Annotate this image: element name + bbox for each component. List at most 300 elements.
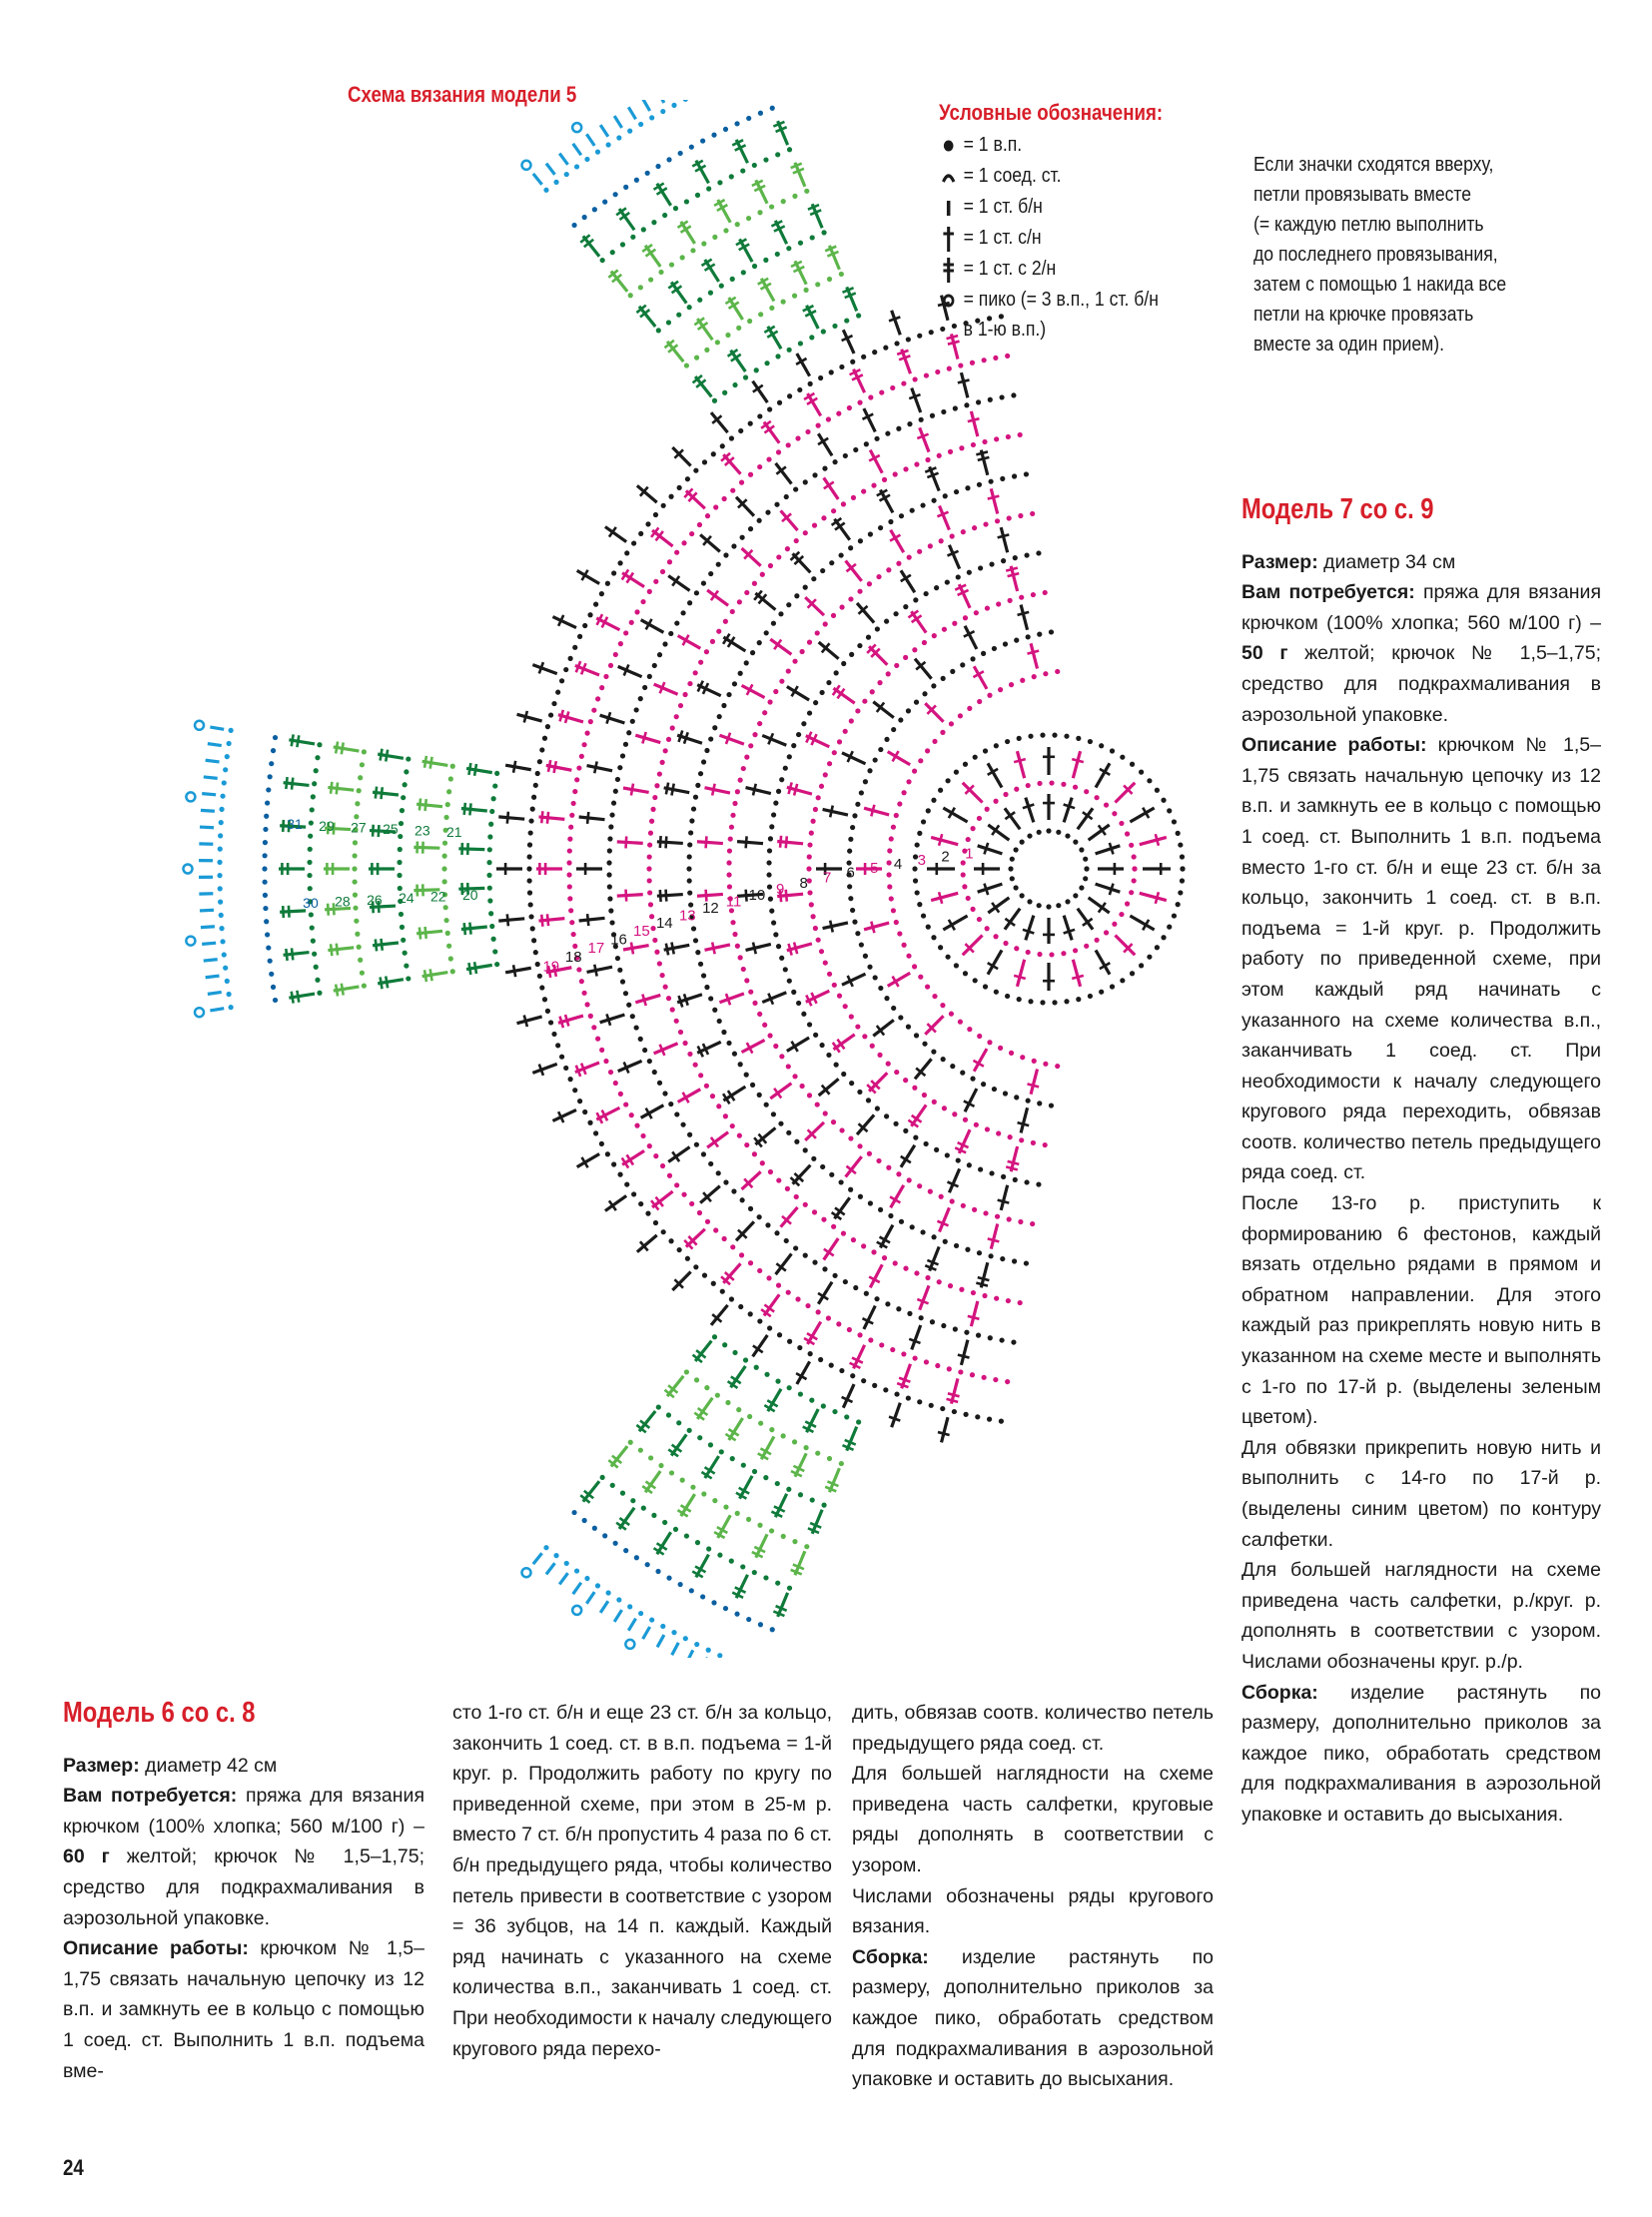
chain-dot xyxy=(816,938,821,943)
chain-dot xyxy=(935,1363,940,1368)
stitch-mark xyxy=(382,939,383,951)
chain-dot xyxy=(638,1201,643,1206)
chain-dot xyxy=(889,896,894,901)
chain-dot xyxy=(650,926,655,931)
chain-dot xyxy=(779,777,784,782)
chain-dot xyxy=(925,1275,930,1280)
chain-dot xyxy=(1007,515,1012,520)
chain-dot xyxy=(593,602,598,607)
chain-dot xyxy=(849,718,854,723)
chain-dot xyxy=(1024,552,1029,557)
chain-dot xyxy=(656,1404,661,1409)
stitch-mark xyxy=(533,174,542,185)
chain-dot xyxy=(786,1487,791,1492)
chain-dot xyxy=(803,1147,808,1152)
chain-dot xyxy=(752,1001,757,1006)
chain-dot xyxy=(492,783,497,788)
stitch-mark xyxy=(684,732,688,743)
chain-dot xyxy=(978,565,983,570)
stitch-mark xyxy=(1140,837,1167,844)
stitch-mark xyxy=(201,927,215,928)
chain-dot xyxy=(925,984,930,989)
stitch-mark xyxy=(474,962,476,974)
chain-dot xyxy=(874,1296,879,1301)
chain-dot xyxy=(678,1030,683,1035)
chain-dot xyxy=(645,1211,650,1216)
chain-dot xyxy=(712,1498,717,1503)
stitch-mark xyxy=(947,1399,959,1402)
stitch-mark xyxy=(1008,1161,1020,1164)
stitch-mark xyxy=(337,944,338,956)
stitch-mark xyxy=(968,1316,980,1319)
chain-dot xyxy=(406,756,411,761)
chain-dot xyxy=(567,837,572,842)
chain-dot xyxy=(579,979,584,984)
stitch-mark xyxy=(606,712,610,723)
chain-dot xyxy=(678,703,683,708)
chain-dot xyxy=(630,1014,635,1019)
row-number-label: 8 xyxy=(799,875,808,893)
chain-dot xyxy=(723,1504,728,1509)
chain-dot xyxy=(1129,843,1134,848)
chain-dot xyxy=(932,633,937,638)
chain-dot xyxy=(912,964,917,969)
chain-dot xyxy=(713,1227,718,1232)
chain-dot xyxy=(729,1559,734,1564)
chain-dot xyxy=(487,898,492,903)
chain-dot xyxy=(801,721,806,726)
chain-dot xyxy=(934,585,939,590)
chain-dot xyxy=(811,576,816,581)
chain-dot xyxy=(315,978,320,983)
chain-dot xyxy=(731,543,736,548)
chain-dot xyxy=(791,743,796,748)
chain-dot xyxy=(732,1350,737,1355)
chain-dot xyxy=(606,142,611,147)
chain-dot xyxy=(744,590,749,595)
chain-dot xyxy=(739,480,744,485)
chain-dot xyxy=(710,639,715,644)
chain-dot xyxy=(954,1243,959,1248)
chain-dot xyxy=(701,1491,706,1496)
chain-dot xyxy=(917,1183,922,1188)
chain-dot xyxy=(915,842,920,847)
chain-dot xyxy=(839,365,844,370)
chain-dot xyxy=(225,754,230,759)
stitch-mark xyxy=(204,777,218,778)
chain-dot xyxy=(559,1055,564,1060)
chain-dot xyxy=(528,914,533,919)
chain-dot xyxy=(758,1421,763,1426)
chain-dot xyxy=(798,341,803,346)
chain-dot xyxy=(652,938,657,943)
chain-dot xyxy=(723,127,728,132)
stitch-mark xyxy=(943,916,967,930)
chain-dot xyxy=(887,848,892,853)
chain-dot xyxy=(841,1231,846,1236)
chain-dot xyxy=(539,985,544,990)
chain-dot xyxy=(769,1528,774,1533)
chain-dot xyxy=(219,820,224,825)
chain-dot xyxy=(1083,857,1088,862)
chain-dot xyxy=(653,1220,658,1225)
chain-dot xyxy=(823,1110,828,1115)
chain-dot xyxy=(1065,899,1070,904)
chain-dot xyxy=(941,1323,946,1328)
chain-dot xyxy=(528,902,533,907)
chain-dot xyxy=(775,1581,780,1586)
chain-dot xyxy=(977,1034,982,1039)
chain-dot xyxy=(894,341,899,346)
chain-dot xyxy=(770,1627,775,1632)
chain-dot xyxy=(695,193,700,198)
stitch-mark xyxy=(1018,612,1030,615)
stitch-mark xyxy=(292,734,294,746)
stitch-mark xyxy=(587,812,588,824)
stitch-mark xyxy=(210,1009,224,1011)
chain-dot xyxy=(626,730,631,735)
chain-dot xyxy=(605,1151,610,1156)
chain-dot xyxy=(982,1293,987,1298)
chain-dot xyxy=(891,825,896,830)
chain-dot xyxy=(1028,734,1033,739)
chain-dot xyxy=(592,1526,597,1531)
chain-dot xyxy=(551,701,556,706)
chain-dot xyxy=(1001,558,1006,563)
chain-dot xyxy=(631,540,636,545)
chain-dot xyxy=(730,813,735,818)
chain-dot xyxy=(704,348,709,353)
model6-description-middle: сто 1-го ст. б/н и еще 23 ст. б/н за кольцо, закончить 1 соед. ст. в в.п. подъема = 1-й круг. р. Продолжить работу по кругу по приведенной схеме, при этом в 25-м р. вместо 7 ст. б/н пропустить 4 раза по 6 ст. б/н предыдущего ряда, чтобы количество петель привести в соответствие с узором = 36 зубцов, на 14 п. каждый. Каждый ряд начинать с указанного на схеме количества в.п., заканчивать 1 соед. ст. При необходимости к началу следующего кругового ряда перехо- xyxy=(452,1702,832,2060)
chain-dot xyxy=(760,1160,765,1165)
stitch-mark xyxy=(1006,1166,1018,1169)
chain-dot xyxy=(809,1398,814,1403)
chain-dot xyxy=(897,931,902,936)
chain-dot xyxy=(744,1142,749,1147)
stitch-mark xyxy=(618,666,642,676)
chain-dot xyxy=(584,1576,589,1581)
note-line: вместе за один прием). xyxy=(1253,334,1445,356)
chain-dot xyxy=(697,522,702,527)
chain-dot xyxy=(1046,828,1051,833)
chain-dot xyxy=(819,1043,824,1048)
chain-dot xyxy=(864,441,869,446)
chain-dot xyxy=(998,1046,1003,1051)
chain-dot xyxy=(1036,1181,1041,1186)
chain-dot xyxy=(757,1012,762,1017)
stitch-mark xyxy=(532,1064,556,1073)
chain-dot xyxy=(687,842,692,847)
stitch-mark xyxy=(208,744,222,746)
chain-dot xyxy=(931,798,936,803)
chain-dot xyxy=(970,656,975,661)
chain-dot xyxy=(855,708,860,713)
row-number-label: 3 xyxy=(917,852,926,870)
chain-dot xyxy=(584,1002,589,1007)
chain-dot xyxy=(312,781,317,786)
chain-dot xyxy=(530,926,535,931)
chain-dot xyxy=(307,860,312,865)
chain-dot xyxy=(921,913,926,918)
chain-dot xyxy=(443,905,448,910)
stitch-mark xyxy=(1001,1185,1007,1210)
stitch-mark xyxy=(1018,1122,1030,1125)
chain-dot xyxy=(841,501,846,506)
chain-dot xyxy=(973,978,978,983)
chain-dot xyxy=(732,1052,737,1057)
stitch-mark xyxy=(577,1154,599,1167)
row-number-label: 7 xyxy=(822,869,832,887)
chain-dot xyxy=(787,979,792,984)
stitch-mark xyxy=(1021,1108,1027,1132)
chain-dot xyxy=(831,613,836,618)
chain-dot xyxy=(843,729,848,734)
chain-dot xyxy=(539,747,544,752)
chain-dot xyxy=(915,890,920,895)
chain-dot xyxy=(669,1470,674,1475)
chain-dot xyxy=(826,680,831,685)
chain-dot xyxy=(764,630,769,635)
chain-dot xyxy=(1026,950,1031,955)
chain-dot xyxy=(738,1304,743,1309)
stitch-mark xyxy=(976,451,988,454)
stitch-mark xyxy=(513,761,515,773)
stitch-mark xyxy=(505,968,531,973)
chain-dot xyxy=(607,848,612,853)
chain-dot xyxy=(931,683,936,688)
chain-dot xyxy=(994,436,999,441)
stitch-mark xyxy=(533,1553,542,1564)
chain-dot xyxy=(841,661,846,666)
chain-dot xyxy=(687,305,692,310)
chain-dot xyxy=(913,597,918,602)
chain-dot xyxy=(834,1063,839,1068)
chain-dot xyxy=(769,1427,774,1432)
chain-dot xyxy=(658,270,663,275)
stitch-mark xyxy=(998,1200,1010,1203)
row-number-label: 17 xyxy=(587,940,605,958)
stitch-mark xyxy=(623,788,649,792)
chain-dot xyxy=(615,777,620,782)
stitch-mark xyxy=(787,687,809,700)
chain-dot xyxy=(226,741,231,746)
chain-dot xyxy=(634,609,639,614)
chain-dot xyxy=(794,593,799,598)
chain-dot xyxy=(973,755,978,760)
chain-dot xyxy=(1073,785,1078,790)
chain-dot xyxy=(891,908,896,913)
chain-dot xyxy=(914,461,919,466)
chain-dot xyxy=(1076,736,1081,741)
chain-dot xyxy=(999,394,1004,399)
stitch-mark xyxy=(292,778,293,790)
chain-dot xyxy=(1176,831,1181,836)
chain-dot xyxy=(809,831,814,836)
chain-dot xyxy=(708,1442,713,1447)
page-number: 24 xyxy=(63,2155,84,2180)
chain-dot xyxy=(970,907,975,912)
row-number-label: 25 xyxy=(383,821,399,838)
chain-dot xyxy=(786,668,791,673)
chain-dot xyxy=(787,147,792,152)
chain-dot xyxy=(907,555,912,560)
chain-dot xyxy=(722,496,727,501)
chain-dot xyxy=(353,840,358,845)
chain-dot xyxy=(310,807,315,812)
chain-dot xyxy=(647,890,652,895)
stitch-mark xyxy=(931,837,958,844)
chain-dot xyxy=(839,1179,844,1184)
chain-dot xyxy=(872,350,877,355)
chain-dot xyxy=(1014,946,1019,951)
chain-dot xyxy=(894,920,899,925)
stitch-mark xyxy=(891,1185,904,1207)
chain-dot xyxy=(766,1275,771,1280)
stitch-mark xyxy=(991,488,997,513)
chain-dot xyxy=(797,387,802,392)
chain-dot xyxy=(357,788,362,793)
stitch-mark xyxy=(1023,930,1034,934)
chain-dot xyxy=(608,824,613,829)
stitch-mark xyxy=(1096,950,1110,974)
chain-dot xyxy=(746,1617,751,1622)
chain-dot xyxy=(640,1133,645,1138)
chain-dot xyxy=(353,853,358,858)
chain-dot xyxy=(1167,925,1172,930)
chain-dot xyxy=(623,1548,628,1553)
chain-dot xyxy=(1043,671,1048,676)
stitch-mark xyxy=(1001,527,1007,552)
stitch-mark xyxy=(901,570,915,592)
chain-dot xyxy=(1012,1258,1017,1263)
chain-dot xyxy=(353,879,358,884)
chain-dot xyxy=(645,521,650,526)
chain-dot xyxy=(528,830,533,835)
chain-dot xyxy=(726,860,731,865)
chain-dot xyxy=(831,1119,836,1124)
chain-dot xyxy=(400,808,405,813)
stitch-mark xyxy=(594,965,596,977)
stitch-mark xyxy=(871,922,874,934)
chain-dot xyxy=(531,938,536,943)
legend-label: = пико (= 3 в.п., 1 ст. б/н xyxy=(963,289,1159,311)
chain-dot xyxy=(913,878,918,883)
model7-size: Размер: диаметр 34 см xyxy=(1241,550,1456,573)
chain-dot xyxy=(987,1417,992,1422)
stitch-mark xyxy=(336,742,338,754)
chain-dot xyxy=(685,1256,690,1261)
chain-dot xyxy=(861,1378,866,1383)
legend-label: = 1 ст. с 2/н xyxy=(963,258,1057,280)
stitch-mark xyxy=(892,1403,901,1428)
chain-dot xyxy=(796,732,801,737)
chain-dot xyxy=(674,620,679,625)
chain-dot xyxy=(1014,638,1019,643)
stitch-mark xyxy=(297,991,299,1003)
chain-dot xyxy=(752,1570,757,1575)
stitch-mark xyxy=(628,107,635,119)
chain-dot xyxy=(1043,590,1048,595)
stitch-mark xyxy=(988,763,1002,787)
legend-item-slip-stitch xyxy=(939,161,1171,192)
chain-dot xyxy=(720,1289,725,1294)
stitch-mark xyxy=(541,811,542,823)
chain-dot xyxy=(620,753,625,758)
stitch-mark xyxy=(587,766,612,771)
chain-dot xyxy=(832,324,837,329)
stitch-mark xyxy=(554,761,556,773)
stitch-mark xyxy=(635,735,660,742)
stitch-mark xyxy=(660,836,661,848)
chain-dot xyxy=(757,1268,762,1273)
chain-dot xyxy=(1132,854,1137,859)
chain-dot xyxy=(634,178,639,183)
chain-dot xyxy=(809,902,814,907)
chain-dot xyxy=(263,880,268,885)
chain-dot xyxy=(773,1044,778,1049)
chain-dot xyxy=(530,807,535,812)
chain-dot xyxy=(719,1449,724,1454)
chain-dot xyxy=(813,807,818,812)
chain-dot xyxy=(734,121,739,126)
chain-dot xyxy=(819,690,824,695)
chain-dot xyxy=(748,1311,753,1316)
chain-dot xyxy=(309,912,314,917)
chain-dot xyxy=(579,754,584,759)
chain-dot xyxy=(683,1636,688,1641)
chain-dot xyxy=(1018,1300,1023,1305)
stitch-mark xyxy=(336,985,338,997)
chain-dot xyxy=(660,973,665,978)
chain-dot xyxy=(613,789,618,794)
chain-dot xyxy=(705,513,710,518)
row-number-label: 31 xyxy=(287,816,303,833)
chain-dot xyxy=(848,1135,853,1140)
chain-dot xyxy=(773,689,778,694)
chain-dot xyxy=(769,204,774,209)
chain-dot xyxy=(832,1273,837,1278)
chain-dot xyxy=(676,313,681,318)
chain-dot xyxy=(757,518,762,523)
chain-dot xyxy=(906,779,911,784)
chain-dot xyxy=(712,1334,717,1339)
stitch-mark xyxy=(654,1044,678,1054)
chain-dot xyxy=(264,814,269,819)
chain-dot xyxy=(978,1166,983,1171)
stitch-mark xyxy=(719,994,743,1003)
chain-dot xyxy=(613,1541,618,1546)
chain-dot xyxy=(740,535,745,540)
chain-dot xyxy=(1139,963,1144,968)
stitch-mark xyxy=(614,116,621,128)
chain-dot xyxy=(894,813,899,818)
stitch-mark xyxy=(706,836,707,848)
chain-dot xyxy=(763,157,768,162)
chain-dot xyxy=(711,1281,716,1286)
chain-dot xyxy=(362,983,367,988)
stitch-mark xyxy=(991,1223,997,1248)
chain-dot xyxy=(489,924,494,929)
stitch-mark xyxy=(577,570,599,583)
chain-dot xyxy=(630,235,635,240)
stitch-mark xyxy=(626,890,627,902)
chain-dot xyxy=(919,1315,924,1320)
chain-dot xyxy=(1018,513,1023,518)
chain-dot xyxy=(970,1077,975,1082)
chain-dot xyxy=(774,502,779,507)
chain-dot xyxy=(963,615,968,620)
chain-dot xyxy=(732,382,737,387)
